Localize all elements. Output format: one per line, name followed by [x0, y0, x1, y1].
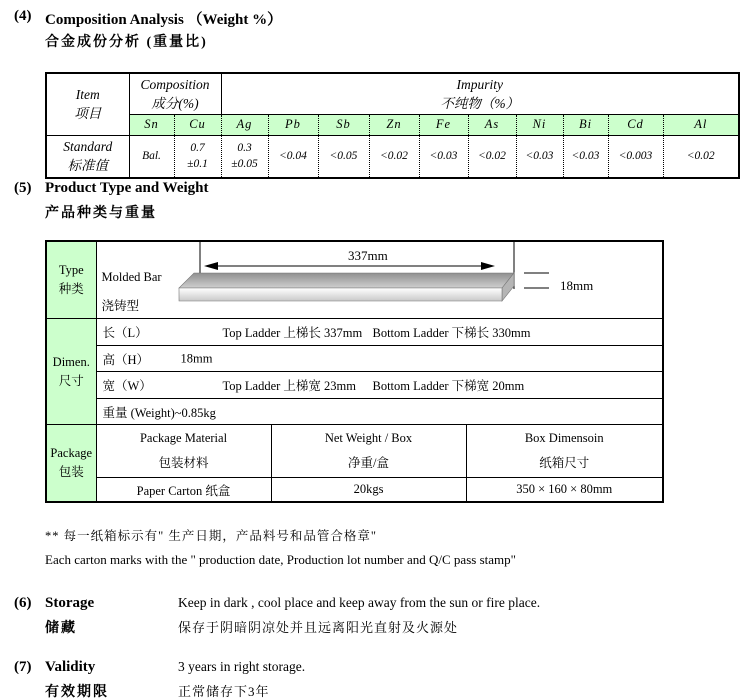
- item-header-en: Item: [75, 87, 100, 103]
- length-dimension-label: 337mm: [347, 248, 388, 263]
- package-values-row: [46, 478, 663, 503]
- dimen-height-label: 高（H）: [102, 352, 150, 367]
- value-cell-fe: <0.03: [419, 135, 468, 178]
- arrowhead-right-icon: [481, 262, 495, 270]
- height-dimension-label: 18mm: [559, 278, 593, 293]
- impurity-header-zh: 不纯物（%）: [440, 95, 520, 111]
- net-weight-header-zh: 净重/盒: [348, 456, 389, 470]
- type-label-cell: [46, 241, 96, 319]
- dimen-width-top: Top Ladder 上梯宽 23mm: [222, 379, 356, 393]
- composition-table: [45, 72, 740, 179]
- dimen-row-length: [46, 319, 663, 346]
- dimen-row-width: [46, 372, 663, 399]
- section7-body-en: 3 years in right storage.: [178, 659, 306, 674]
- carton-note-en: Each carton marks with the " production date, Production lot number and Q/C pass stamp": [45, 552, 516, 567]
- bar-top-face: [179, 273, 514, 288]
- dimen-length-cell: [96, 319, 663, 346]
- package-material-value-cell: Paper Carton 纸盒: [96, 478, 271, 503]
- element-cell-fe: Fe: [419, 114, 468, 135]
- element-cell-cd: Cd: [608, 114, 663, 135]
- item-header-cell: [46, 73, 129, 135]
- product-table: [45, 240, 664, 503]
- type-label-zh: 种类: [58, 282, 84, 296]
- package-material-header-cell: [96, 425, 271, 478]
- element-cell-cu: Cu: [174, 114, 221, 135]
- net-weight-value-cell: 20kgs: [271, 478, 466, 503]
- dimen-label-cell: [46, 319, 96, 425]
- package-label-zh: 包装: [58, 465, 84, 479]
- dimen-height-value: 18mm: [180, 351, 213, 365]
- dimen-label-en: Dimen.: [52, 354, 90, 369]
- dimen-row-weight: [46, 399, 663, 425]
- section6-body-en: Keep in dark , cool place and keep away from the sun or fire place.: [178, 595, 541, 610]
- section6-title-zh: 储藏: [45, 621, 77, 636]
- section7-body-zh: 正常储存下3年: [178, 684, 270, 699]
- element-cell-ni: Ni: [516, 114, 563, 135]
- standard-label-cell: [46, 135, 129, 178]
- impurity-header-en: Impurity: [456, 76, 503, 92]
- type-value-cell: [96, 241, 663, 319]
- dimen-length-top: Top Ladder 上梯长 337mm: [222, 326, 363, 340]
- box-dimension-header-zh: 纸箱尺寸: [539, 456, 590, 470]
- dimen-width-cell: [96, 372, 663, 399]
- box-dimension-value-cell: 350 × 160 × 80mm: [466, 478, 663, 503]
- element-cell-al: Al: [663, 114, 739, 135]
- value-cell-ni: <0.03: [516, 135, 563, 178]
- type-value-zh: 浇铸型: [101, 299, 140, 313]
- package-header-row: [46, 425, 663, 478]
- impurity-group-cell: [221, 73, 739, 114]
- dimen-row-height: [46, 346, 663, 372]
- element-cell-sn: Sn: [129, 114, 174, 135]
- dimen-height-cell: [96, 346, 663, 372]
- package-material-header-en: Package Material: [139, 431, 228, 445]
- dimen-length-label: 长（L）: [102, 326, 148, 340]
- section6-number: (6): [14, 595, 32, 611]
- element-symbols-row: [46, 114, 739, 135]
- dimen-weight-label: 重量 (Weight)~0.85kg: [102, 405, 216, 420]
- value-cell-sb: <0.05: [318, 135, 369, 178]
- value-cell-bi: <0.03: [563, 135, 608, 178]
- box-dimension-header-cell: [466, 425, 663, 478]
- item-header-zh: 项目: [74, 106, 102, 122]
- standard-label-zh: 标准值: [67, 158, 108, 174]
- type-value-en: Molded Bar: [101, 270, 162, 284]
- package-material-header-zh: 包装材料: [158, 456, 209, 470]
- standard-values-row: [46, 135, 739, 178]
- type-row: [46, 241, 663, 319]
- section7-number: (7): [14, 659, 32, 675]
- box-dimension-header-en: Box Dimensoin: [524, 431, 604, 445]
- value-cell-cd: <0.003: [608, 135, 663, 178]
- bar-front-face: [179, 288, 502, 301]
- section6-title: Storage: [45, 595, 95, 611]
- element-cell-bi: Bi: [563, 114, 608, 135]
- carton-note-zh: ** 每一纸箱标示有" 生产日期，产品料号和品管合格章": [45, 529, 377, 543]
- value-cell-cu: 0.7 ±0.1: [174, 135, 221, 178]
- composition-group-cell: [129, 73, 221, 114]
- net-weight-header-en: Net Weight / Box: [324, 431, 413, 445]
- dimen-width-label: 宽（W）: [102, 379, 152, 393]
- section4-title: Composition Analysis （Weight %）: [45, 12, 283, 28]
- standard-label-en: Standard: [63, 139, 113, 155]
- dimen-length-bottom: Bottom Ladder 下梯长 330mm: [372, 326, 531, 340]
- dimen-width-bottom: Bottom Ladder 下梯宽 20mm: [372, 379, 525, 393]
- value-cell-sn: Bal.: [129, 135, 174, 178]
- element-cell-pb: Pb: [268, 114, 318, 135]
- value-cell-zn: <0.02: [369, 135, 419, 178]
- type-label-en: Type: [58, 263, 84, 277]
- section7-title-zh: 有效期限: [45, 685, 109, 699]
- element-cell-as: As: [468, 114, 516, 135]
- composition-header-en: Composition: [140, 76, 210, 92]
- section4-subtitle: 合金成份分析 (重量比): [45, 35, 208, 50]
- section5-subtitle: 产品种类与重量: [45, 206, 157, 221]
- composition-header-row: [46, 73, 739, 114]
- element-cell-zn: Zn: [369, 114, 419, 135]
- dimen-weight-cell: [96, 399, 663, 425]
- composition-header-zh: 成分(%): [151, 95, 199, 111]
- net-weight-header-cell: [271, 425, 466, 478]
- element-cell-ag: Ag: [221, 114, 268, 135]
- package-label-en: Package: [50, 446, 93, 460]
- value-cell-ag: 0.3 ±0.05: [221, 135, 268, 178]
- value-cell-as: <0.02: [468, 135, 516, 178]
- element-cell-sb: Sb: [318, 114, 369, 135]
- value-cell-pb: <0.04: [268, 135, 318, 178]
- arrowhead-left-icon: [204, 262, 218, 270]
- section5-number: (5): [14, 180, 32, 196]
- section6-body-zh: 保存于阴暗阴凉处并且远离阳光直射及火源处: [178, 620, 459, 635]
- dimen-label-zh: 尺寸: [58, 373, 84, 388]
- section5-title: Product Type and Weight: [45, 180, 209, 196]
- bar-diagram: [97, 242, 662, 318]
- section7-title: Validity: [45, 659, 96, 675]
- section4-number: (4): [14, 8, 32, 24]
- package-label-cell: [46, 425, 96, 503]
- value-cell-al: <0.02: [663, 135, 739, 178]
